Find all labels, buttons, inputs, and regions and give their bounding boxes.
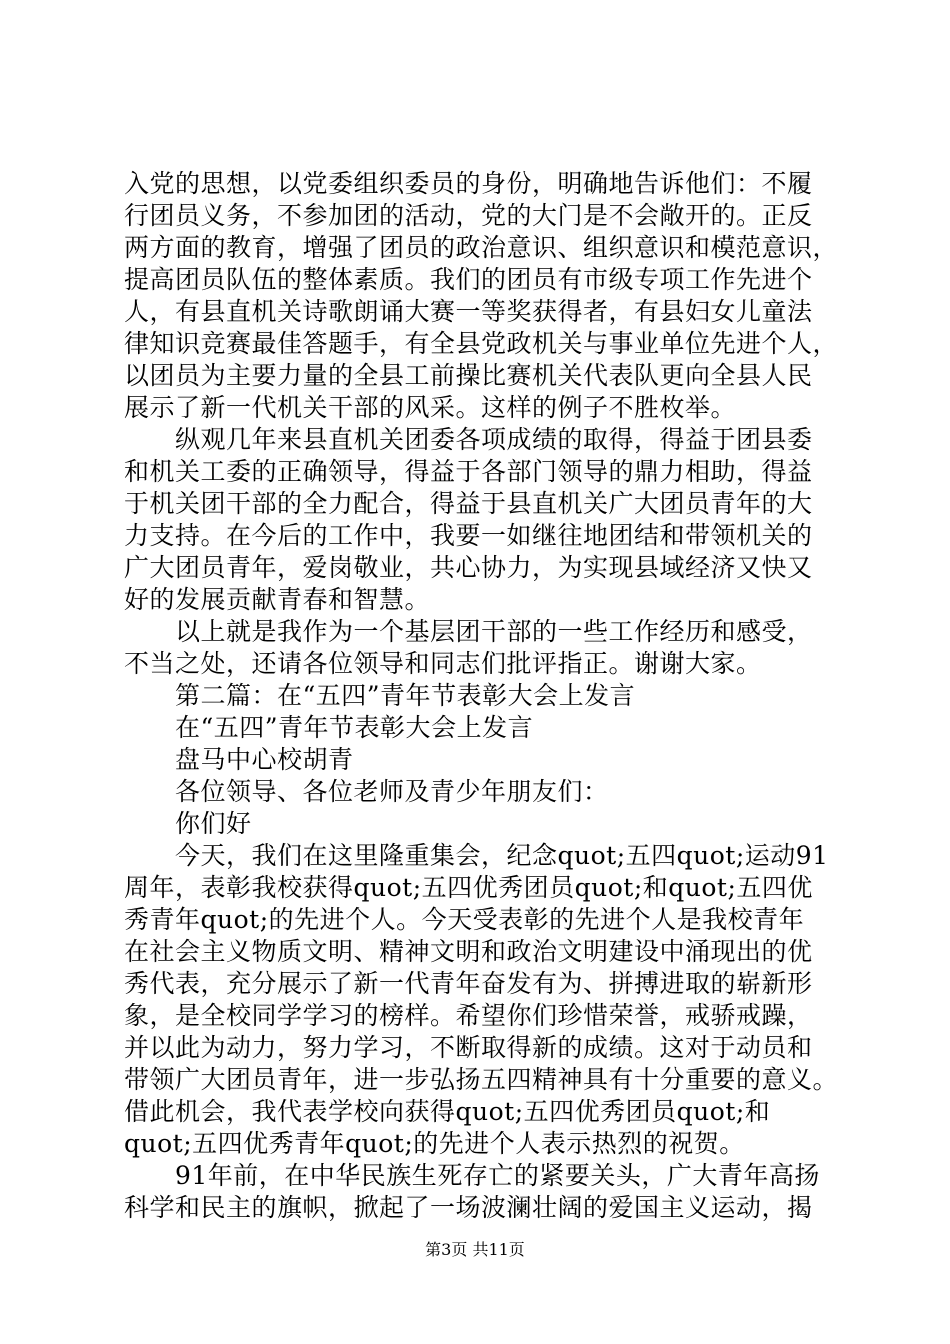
text-line: 和机关工委的正确领导，得益于各部门领导的鼎力相助，得益 — [124, 457, 813, 486]
text-line: 律知识竞赛最佳答题手，有全县党政机关与事业单位先进个人， — [124, 329, 839, 358]
speaker-name: 盘马中心校胡青 — [124, 745, 354, 774]
text-line: 行团员义务，不参加团的活动，党的大门是不会敞开的。正反 — [124, 201, 813, 230]
text-line: 两方面的教育，增强了团员的政治意识、组织意识和模范意识， — [124, 233, 839, 262]
paragraph-start-line: 91年前，在中华民族生死存亡的紧要关头，广大青年高扬 — [124, 1161, 820, 1190]
salutation: 各位领导、各位老师及青少年朋友们： — [124, 777, 609, 806]
section-heading: 第二篇：在“五四”青年节表彰大会上发言 — [124, 681, 636, 710]
text-line: 好的发展贡献青春和智慧。 — [124, 585, 431, 614]
text-line: 力支持。在今后的工作中，我要一如继往地团结和带领机关的 — [124, 521, 813, 550]
text-line: 带领广大团员青年，进一步弘扬五四精神具有十分重要的意义。 — [124, 1065, 839, 1094]
text-line: 人，有县直机关诗歌朗诵大赛一等奖获得者，有县妇女儿童法 — [124, 297, 813, 326]
paragraph-start-line: 纵观几年来县直机关团委各项成绩的取得，得益于团县委 — [124, 425, 813, 454]
text-line: 广大团员青年，爱岗敬业，共心协力，为实现县域经济又快又 — [124, 553, 813, 582]
text-line: 于机关团干部的全力配合，得益于县直机关广大团员青年的大 — [124, 489, 813, 518]
document-body — [124, 168, 854, 1224]
text-line: 周年，表彰我校获得quot;五四优秀团员quot;和quot;五四优 — [124, 873, 813, 902]
text-line: 提高团员队伍的整体素质。我们的团员有市级专项工作先进个 — [124, 265, 813, 294]
page-number-footer: 第3页 共11页 — [425, 1240, 525, 1259]
text-line: 入党的思想，以党委组织委员的身份，明确地告诉他们：不履 — [124, 169, 813, 198]
text-line: 象，是全校同学学习的榜样。希望你们珍惜荣誉，戒骄戒躁， — [124, 1001, 813, 1030]
text-line: 借此机会，我代表学校向获得quot;五四优秀团员quot;和 — [124, 1097, 771, 1126]
paragraph-start-line: 今天，我们在这里隆重集会，纪念quot;五四quot;运动91 — [124, 841, 829, 870]
text-line: 科学和民主的旗帜，掀起了一场波澜壮阔的爱国主义运动，揭 — [124, 1193, 813, 1222]
text-line: quot;五四优秀青年quot;的先进个人表示热烈的祝贺。 — [124, 1129, 745, 1158]
text-line: 秀代表，充分展示了新一代青年奋发有为、拼搏进取的崭新形 — [124, 969, 813, 998]
text-line: 展示了新一代机关干部的风采。这样的例子不胜枚举。 — [124, 393, 737, 422]
text-line: 并以此为动力，努力学习，不断取得新的成绩。这对于动员和 — [124, 1033, 813, 1062]
text-line: 秀青年quot;的先进个人。今天受表彰的先进个人是我校青年 — [124, 905, 805, 934]
greeting: 你们好 — [124, 809, 252, 838]
text-line: 在社会主义物质文明、精神文明和政治文明建设中涌现出的优 — [124, 937, 813, 966]
speech-title: 在“五四”青年节表彰大会上发言 — [124, 713, 534, 742]
text-line: 不当之处，还请各位领导和同志们批评指正。谢谢大家。 — [124, 649, 762, 678]
paragraph-start-line: 以上就是我作为一个基层团干部的一些工作经历和感受， — [124, 617, 813, 646]
text-line: 以团员为主要力量的全县工前操比赛机关代表队更向全县人民 — [124, 361, 813, 390]
